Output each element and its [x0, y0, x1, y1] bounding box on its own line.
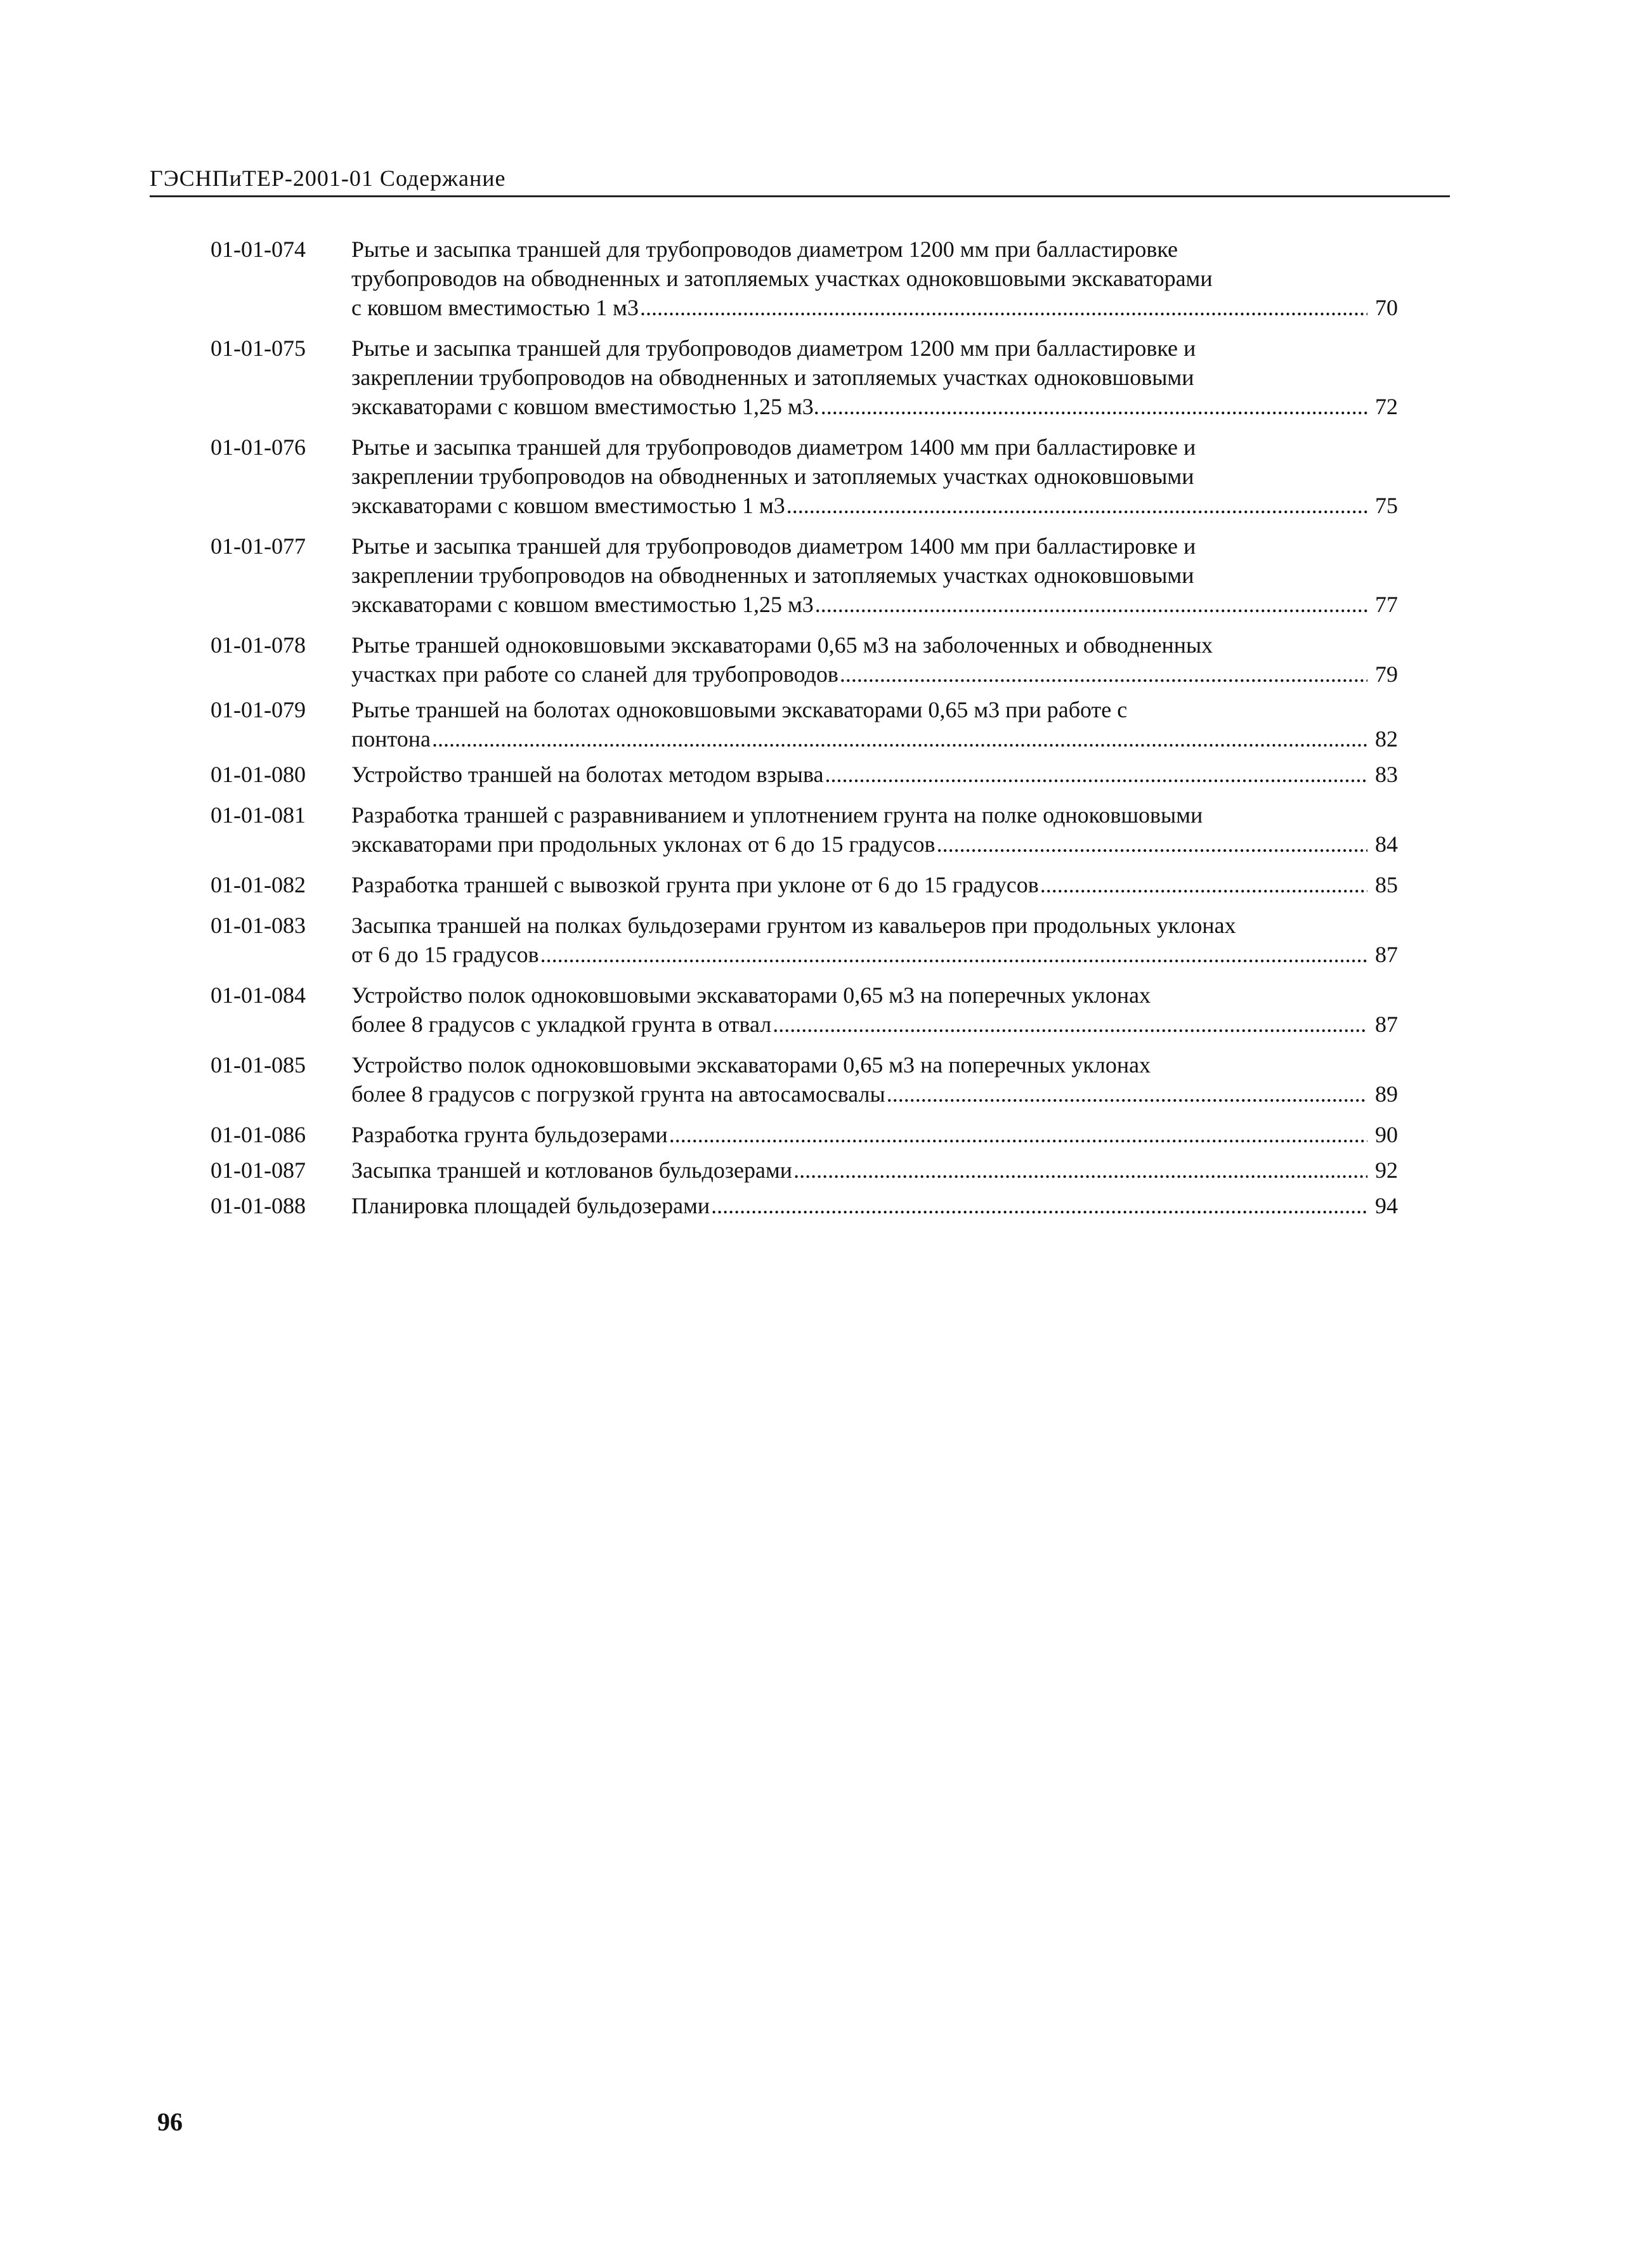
toc-entry-title-line: Устройство траншей на болотах методом взрыва: [351, 762, 824, 787]
toc-entry-last-line: [351, 1191, 1398, 1220]
toc-entry-last-line: [351, 590, 1398, 619]
toc-entry-last-line: [351, 870, 1398, 899]
toc-entry-title-line: Рытье и засыпка траншей для трубопроводов диаметром 1200 мм при балластировке и: [351, 336, 1196, 361]
toc-entry-last-line: [351, 392, 1398, 421]
toc-entry-page: 87: [1375, 942, 1398, 967]
dot-leader: [540, 940, 1367, 969]
toc-entry-title-line: экскаваторами с ковшом вместимостью 1,25 м3: [351, 592, 814, 617]
toc-entry: [211, 800, 1416, 859]
toc-entry-last-line: [351, 1120, 1398, 1149]
toc-entry-title-line: с ковшом вместимостью 1 м3: [351, 295, 639, 320]
toc-entry-page: 92: [1375, 1157, 1398, 1183]
toc-entry-title: [351, 1191, 1398, 1220]
toc-entry-code: 01-01-080: [211, 762, 306, 787]
dot-leader: [937, 830, 1367, 859]
toc-entry-title-line: трубопроводов на обводненных и затопляемых участках одноковшовыми экскаваторами: [351, 266, 1213, 291]
toc-entry: [211, 334, 1416, 421]
toc-entry-code: 01-01-074: [211, 237, 306, 262]
toc-entry-title-line: понтона: [351, 726, 431, 752]
toc-entry-title-line: Устройство полок одноковшовыми экскаваторами 0,65 м3 на поперечных уклонах: [351, 982, 1151, 1008]
dot-leader: [711, 1191, 1367, 1220]
toc-entry: [211, 1156, 1416, 1185]
toc-entry-title-line: Рытье и засыпка траншей для трубопроводов диаметром 1400 мм при балластировке и: [351, 434, 1196, 460]
toc-entry-title-line: Планировка площадей бульдозерами: [351, 1193, 710, 1218]
toc-entry-title-line: Рытье траншей одноковшовыми экскаваторами 0,65 м3 на заболоченных и обводненных: [351, 632, 1213, 658]
toc-entry-last-line: [351, 1079, 1398, 1109]
toc-entry-page: 90: [1375, 1122, 1398, 1147]
toc-entry-title: [351, 433, 1398, 520]
dot-leader: [786, 491, 1367, 520]
toc-entry-title: [351, 630, 1398, 689]
toc-entry-title-line: более 8 градусов с укладкой грунта в отвал: [351, 1012, 772, 1037]
page-header: [150, 159, 1450, 197]
toc-entry: [211, 531, 1416, 619]
table-of-contents: [211, 235, 1416, 1220]
dot-leader: [821, 392, 1367, 421]
toc-entry-title-line: закреплении трубопроводов на обводненных и затопляемых участках одноковшовыми: [351, 464, 1194, 489]
toc-entry: [211, 981, 1416, 1039]
toc-entry-page: 70: [1375, 295, 1398, 320]
toc-entry: [211, 433, 1416, 520]
dot-leader: [640, 293, 1367, 322]
toc-entry-title: [351, 870, 1398, 899]
toc-entry-page: 79: [1375, 662, 1398, 687]
toc-entry-code: 01-01-084: [211, 982, 306, 1008]
toc-entry-page: 82: [1375, 726, 1398, 752]
dot-leader: [773, 1010, 1367, 1039]
toc-entry-page: 84: [1375, 831, 1398, 857]
toc-entry-code: 01-01-085: [211, 1052, 306, 1078]
toc-entry-title-line: экскаваторами при продольных уклонах от 6 до 15 градусов: [351, 831, 936, 857]
dot-leader: [840, 660, 1367, 689]
toc-entry: [211, 695, 1416, 753]
toc-entry-title: [351, 531, 1398, 619]
header-title: ГЭСНПиТЕР-2001-01 Содержание: [150, 166, 506, 191]
toc-entry: [211, 911, 1416, 969]
toc-entry-title-line: Рытье и засыпка траншей для трубопроводов диаметром 1200 мм при балластировке: [351, 237, 1178, 262]
toc-entry-code: 01-01-088: [211, 1193, 306, 1218]
toc-entry-title: [351, 235, 1398, 322]
dot-leader: [669, 1120, 1367, 1149]
toc-entry-page: 83: [1375, 762, 1398, 787]
dot-leader: [793, 1156, 1367, 1185]
toc-entry: [211, 1191, 1416, 1220]
toc-entry-title-line: экскаваторами с ковшом вместимостью 1 м3: [351, 493, 785, 518]
toc-entry: [211, 760, 1416, 789]
toc-entry-last-line: [351, 491, 1398, 520]
toc-entry-title: [351, 1050, 1398, 1109]
toc-entry-page: 89: [1375, 1081, 1398, 1107]
toc-entry-page: 87: [1375, 1012, 1398, 1037]
toc-entry-title-line: закреплении трубопроводов на обводненных и затопляемых участках одноковшовыми: [351, 365, 1194, 390]
toc-entry: [211, 1120, 1416, 1149]
toc-entry-last-line: [351, 830, 1398, 859]
toc-entry-page: 72: [1375, 394, 1398, 419]
toc-entry-last-line: [351, 1156, 1398, 1185]
toc-entry-title-line: Разработка траншей с вывозкой грунта при уклоне от 6 до 15 градусов: [351, 872, 1039, 897]
dot-leader: [815, 590, 1367, 619]
toc-entry-title: [351, 1120, 1398, 1149]
toc-entry-last-line: [351, 1010, 1398, 1039]
toc-entry-title: [351, 760, 1398, 789]
toc-entry-page: 85: [1375, 872, 1398, 897]
toc-entry-code: 01-01-076: [211, 434, 306, 460]
dot-leader: [825, 760, 1367, 789]
dot-leader: [432, 724, 1367, 753]
toc-entry-title-line: Устройство полок одноковшовыми экскаваторами 0,65 м3 на поперечных уклонах: [351, 1052, 1151, 1078]
toc-entry-page: 77: [1375, 592, 1398, 617]
toc-entry-code: 01-01-075: [211, 336, 306, 361]
toc-entry-title-line: экскаваторами с ковшом вместимостью 1,25 м3.: [351, 394, 819, 419]
toc-entry-title-line: Разработка грунта бульдозерами: [351, 1122, 668, 1147]
toc-entry-title: [351, 911, 1398, 969]
toc-entry-title-line: Рытье и засыпка траншей для трубопроводов диаметром 1400 мм при балластировке и: [351, 533, 1196, 559]
toc-entry-title-line: участках при работе со сланей для трубопроводов: [351, 662, 838, 687]
toc-entry-title-line: закреплении трубопроводов на обводненных и затопляемых участках одноковшовыми: [351, 563, 1194, 588]
toc-entry-last-line: [351, 940, 1398, 969]
toc-entry: [211, 870, 1416, 899]
toc-entry-title: [351, 981, 1398, 1039]
toc-entry-code: 01-01-087: [211, 1157, 306, 1183]
toc-entry-last-line: [351, 293, 1398, 322]
toc-entry-code: 01-01-078: [211, 632, 306, 658]
toc-entry-last-line: [351, 760, 1398, 789]
toc-entry-last-line: [351, 660, 1398, 689]
toc-entry-title: [351, 334, 1398, 421]
toc-entry: [211, 235, 1416, 322]
toc-entry-title-line: от 6 до 15 градусов: [351, 942, 539, 967]
page-number: 96: [157, 2108, 183, 2136]
toc-entry-code: 01-01-083: [211, 913, 306, 938]
toc-entry-title-line: Засыпка траншей и котлованов бульдозерами: [351, 1157, 793, 1183]
toc-entry-code: 01-01-079: [211, 697, 306, 722]
toc-entry-last-line: [351, 724, 1398, 753]
toc-entry-title-line: Рытье траншей на болотах одноковшовыми экскаваторами 0,65 м3 при работе с: [351, 697, 1128, 722]
toc-entry: [211, 630, 1416, 689]
dot-leader: [887, 1079, 1367, 1109]
toc-entry-code: 01-01-086: [211, 1122, 306, 1147]
toc-entry: [211, 1050, 1416, 1109]
toc-entry-code: 01-01-082: [211, 872, 306, 897]
toc-entry-title: [351, 1156, 1398, 1185]
dot-leader: [1040, 870, 1367, 899]
toc-entry-page: 94: [1375, 1193, 1398, 1218]
toc-entry-title: [351, 695, 1398, 753]
toc-entry-title-line: более 8 градусов с погрузкой грунта на автосамосвалы: [351, 1081, 885, 1107]
toc-entry-title-line: Засыпка траншей на полках бульдозерами грунтом из кавальеров при продольных уклонах: [351, 913, 1236, 938]
toc-entry-page: 75: [1375, 493, 1398, 518]
toc-entry-title-line: Разработка траншей с разравниванием и уплотнением грунта на полке одноковшовыми: [351, 802, 1203, 828]
toc-entry-code: 01-01-081: [211, 802, 306, 828]
toc-entry-title: [351, 800, 1398, 859]
toc-entry-code: 01-01-077: [211, 533, 306, 559]
